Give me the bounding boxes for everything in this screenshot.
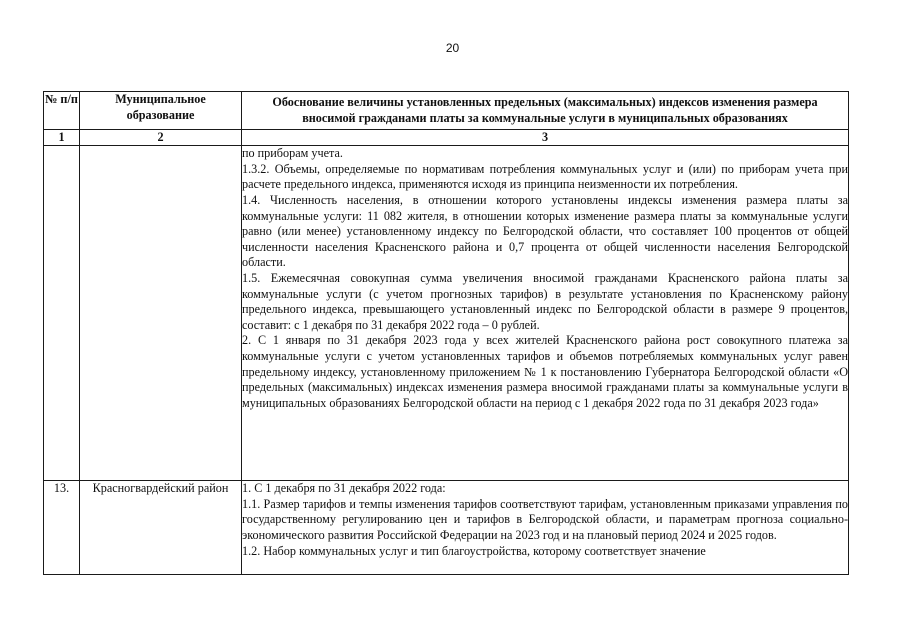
paragraph: 1. С 1 декабря по 31 декабря 2022 года: [242, 481, 446, 496]
paragraph: 1.3.2. Объемы, определяемые по нормативам потребления коммунальных услуг и (или) по приборам учета при расчете предельного индекса, применяются исходя из принципа неизменности их потребления. [242, 161, 848, 192]
paragraph: 1.2. Набор коммунальных услуг и тип благоустройства, которому соответствует значение [242, 543, 706, 558]
table-header-row [44, 92, 849, 130]
row-number [44, 146, 80, 481]
row-justification [242, 481, 849, 575]
header-municipality: Муниципальное образование [80, 92, 242, 130]
row-number: 13. [44, 481, 80, 575]
header-number: № п/п [44, 92, 80, 130]
column-number-1: 1 [44, 130, 80, 146]
page-number: 20 [445, 41, 460, 55]
paragraph: 2. С 1 января по 31 декабря 2023 года у всех жителей Красненского района рост совокупного платежа за коммунальные услуги с учетом установленных тарифов и объемов потребляемых коммунальных услуг равен предельному индексу, установленному приложением № 1 к постановлению Губернатора Белгородской области «О предельных (максимальных) индексах изменения размера вносимой гражданами платы за коммунальные услуги в муниципальных образованиях Белгородской области на период с 1 декабря 2022 года по 31 декабря 2023 года» [242, 333, 848, 410]
paragraph: 1.5. Ежемесячная совокупная сумма увеличения вносимой гражданами Красненского района платы за коммунальные услуги (с учетом прогнозных тарифов) в результате установления по Красненскому району предельного индекса, превышающего установленный индекс по Белгородской области в размере 9 процентов, составит: с 1 декабря по 31 декабря 2022 года – 0 рублей. [242, 270, 848, 332]
row-municipality [80, 146, 242, 481]
paragraph: 1.4. Численность населения, в отношении которого установлены индексы изменения размера платы за коммунальные услуги: 11 082 жителя, в отношении которых изменение размера платы за коммунальные услуги равно (или менее) установленному индексу по Белгородской области, что составляет 100 процентов от общей численности населения Красненского района и 0,7 процента от общей численности населения Белгородской области. [242, 192, 848, 270]
paragraph: по приборам учета. [242, 146, 343, 161]
row-justification [242, 146, 849, 481]
column-numbers-row [44, 130, 849, 146]
table-row [44, 481, 849, 575]
column-number-2: 2 [80, 130, 242, 146]
paragraph: 1.1. Размер тарифов и темпы изменения тарифов соответствуют тарифам, установленным приказами управления по государственному регулированию цен и тарифов в Белгородской области, и параметрам прогноза социально-экономического развития Российской Федерации на 2023 год и на плановый период 2024 и 2025 годов. [242, 496, 848, 542]
header-justification: Обоснование величины установленных предельных (максимальных) индексов изменения размера вносимой гражданами платы за коммунальные услуги в муниципальных образованиях [242, 92, 849, 130]
indices-table [43, 91, 849, 575]
row-municipality: Красногвардейский район [80, 481, 242, 575]
table-row [44, 146, 849, 481]
column-number-3: 3 [242, 130, 849, 146]
